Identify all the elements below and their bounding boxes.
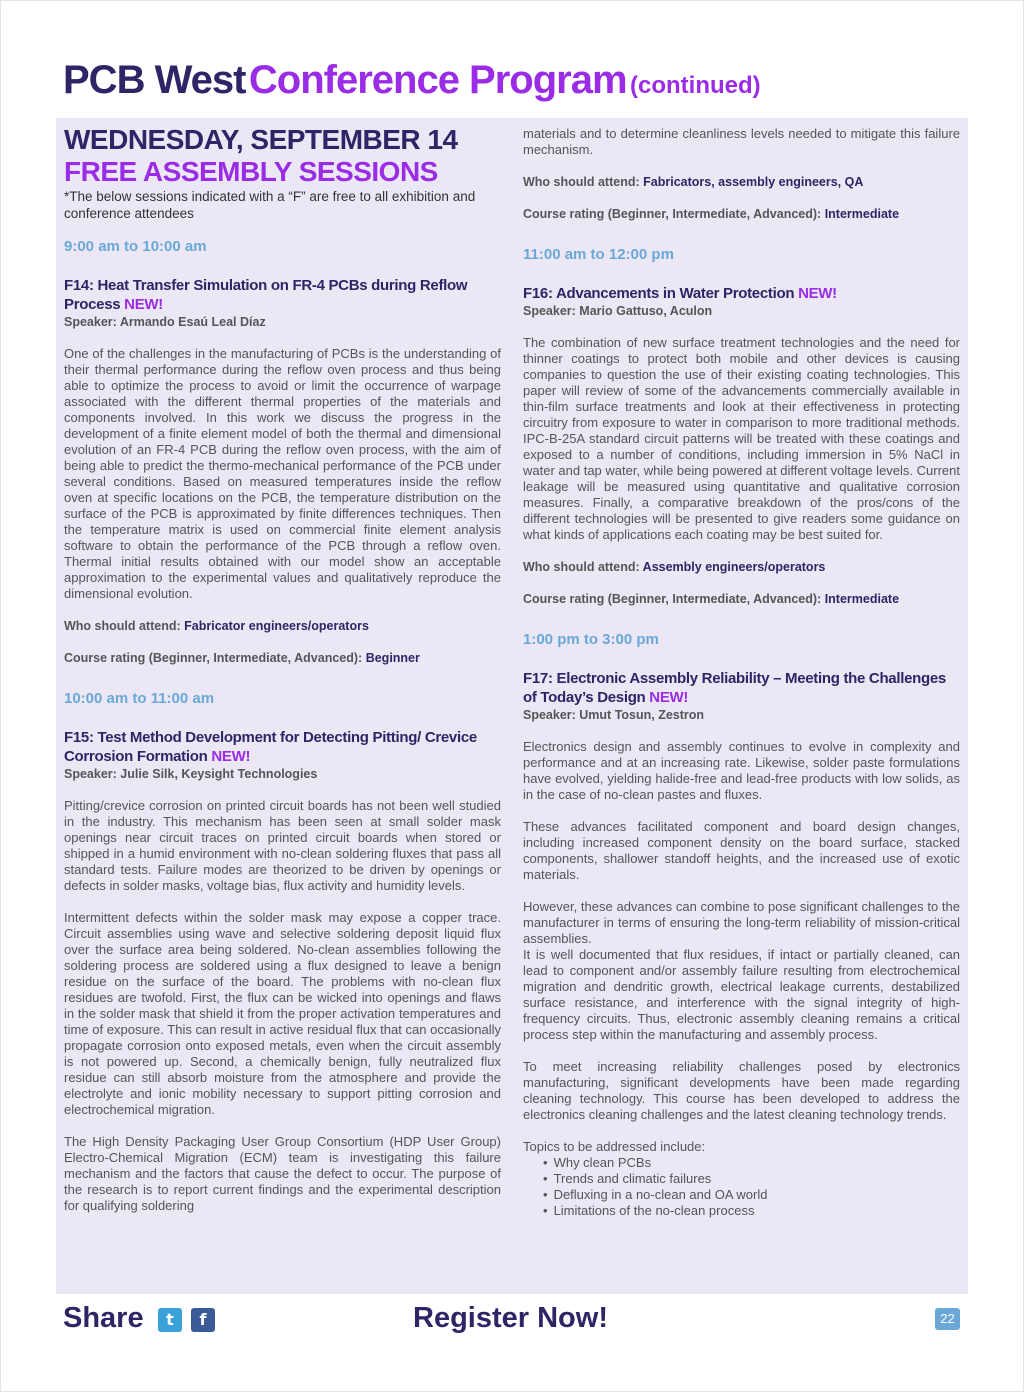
rating-label: Course rating (Beginner, Intermediate, Advanced): — [523, 207, 822, 221]
attend-value: Fabricators, assembly engineers, QA — [643, 175, 864, 189]
session-description: The High Density Packaging User Group Consortium (HDP User Group) Electro-Chemical Migration (ECM) team is investigating this failure mechanism and the factors that cause the defect to occur. The purpose of the research is to report current findings and the experimental description for qualifying soldering — [64, 1134, 501, 1213]
course-rating — [523, 206, 960, 222]
session-speaker: Speaker: Julie Silk, Keysight Technologies — [64, 767, 318, 781]
session-description: The combination of new surface treatment technologies and the need for thinner coatings to protect both mobile and other devices is causing companies to question the use of their existing coating technologies. This paper will review of some of the advancements commercially available in thin-film surface treatments and look at their effectiveness in protecting circuitry from exposure to water in comparison to more traditional methods. IPC-B-25A standard circuit patterns will be treated with these coatings and exposed to a number of conditions, including immersion in 5% NaCl in water and tap water, while being powered at different voltage levels. Current leakage will be measured using quantitative and qualitative corrosion measures. Finally, a comparative breakdown of the pros/cons of the different technologies will be presented to give readers some guidance on what kinds of applications each coating may be best suited for. — [523, 335, 960, 542]
new-badge: NEW! — [798, 285, 837, 302]
program-panel — [56, 118, 968, 1294]
attend-label: Who should attend: — [64, 619, 181, 633]
session-title-text: F17: Electronic Assembly Reliability – Meeting the Challenges of Today’s Design — [523, 670, 946, 706]
rating-value: Beginner — [365, 651, 420, 665]
topic-item: • Defluxing in a no-clean and OA world — [543, 1187, 960, 1203]
right-column — [523, 118, 960, 1219]
footer — [0, 1300, 1024, 1340]
free-sessions-heading: FREE ASSEMBLY SESSIONS — [64, 156, 438, 187]
session-description: Intermittent defects within the solder mask may expose a copper trace. Circuit assemblies using wave and selective soldering deposit liquid flux over the surface area being soldered. No-clean assemblies following the soldering process are soldered using a flux designed to leave a benign residue on the surface of the board. The problems with no-clean flux residues are twofold. First, the flux can be wicked into openings and flaws in the solder mask that shield it from the proper activation temperatures and time of exposure. This can result in active residual flux that can occasionally propagate corrosion onto exposed metals, even when the circuit assembly is not powered up. Second, a chemically benign, fully neutralized flux residue can still absorb moisture from the atmosphere and provide the electrolyte and ionic mobility necessary to support pitting corrosion and electrochemical migration. — [64, 910, 501, 1117]
who-should-attend — [523, 559, 960, 575]
session-speaker: Speaker: Armando Esaú Leal Díaz — [64, 315, 266, 329]
session-description: It is well documented that flux residues, if intact or partially cleaned, can lead to component and/or assembly failure resulting from electrochemical migration and dendritic growth, electrical leakage currents, destabilized surface resistance, and interference with the signal integrity of high-frequency circuits. Thus, electronic assembly cleaning remains a critical process step within the manufacturing and assembly process. — [523, 947, 960, 1042]
session-speaker: Speaker: Mario Gattuso, Aculon — [523, 304, 713, 318]
left-column — [64, 118, 501, 1214]
session-time: 10:00 am to 11:00 am — [64, 690, 215, 707]
free-note: *The below sessions indicated with a “F” are free to all exhibition and conference attendees — [64, 189, 476, 221]
session-time: 9:00 am to 10:00 am — [64, 238, 207, 255]
session-description: These advances facilitated component and board design changes, including increased component density on the board surface, stacked components, shallower standoff heights, and the increased use of exotic materials. — [523, 819, 960, 882]
page-title — [63, 58, 761, 103]
title-part3: (continued) — [630, 72, 761, 99]
session-time: 11:00 am to 12:00 pm — [523, 246, 674, 263]
twitter-icon[interactable]: t — [158, 1308, 182, 1332]
attend-value: Assembly engineers/operators — [642, 560, 826, 574]
topics-list — [543, 1155, 960, 1219]
register-now-link[interactable]: Register Now! — [413, 1302, 608, 1334]
session-title — [523, 669, 960, 707]
rating-value: Intermediate — [824, 207, 900, 221]
session-description: However, these advances can combine to pose significant challenges to the manufacturer in terms of ensuring the long-term reliability of mission-critical assemblies. — [523, 899, 960, 946]
session-title-text: F16: Advancements in Water Protection — [523, 285, 795, 302]
session-description: One of the challenges in the manufacturing of PCBs is the understanding of their thermal performance during the reflow oven process and thus being able to optimize the process to avoid or limit the occurrence of warpage associated with the different thermal properties of the materials and components involved. In this work we discuss the progress in the development of a finite element model of both the thermal and dimensional evolution of an FR-4 PCB during the reflow oven process, with the aim of being able to predict the thermo-mechanical performance of the PCB under several conditions. Based on measured temperatures inside the reflow oven at specific locations on the PCB, the temperature distribution on the surface of the PCB is approximated by finite differences techniques. Then the temperature matrix is used on commercial finite element analysis software to obtain the performance of the PCB through a reflow oven. Thermal initial results obtained with our model show an acceptable approximation to the experimental values and qualitatively reproduce the dimensional evolution. — [64, 346, 501, 601]
who-should-attend — [523, 174, 960, 190]
title-part2: Conference Program — [248, 58, 627, 102]
topic-item: • Trends and climatic failures — [543, 1171, 960, 1187]
rating-label: Course rating (Beginner, Intermediate, Advanced): — [523, 592, 822, 606]
day-heading: WEDNESDAY, SEPTEMBER 14 — [64, 124, 458, 155]
course-rating — [64, 650, 501, 666]
course-rating — [523, 591, 960, 607]
title-part1: PCB West — [63, 58, 246, 102]
session-speaker: Speaker: Umut Tosun, Zestron — [523, 708, 705, 722]
session-title — [64, 728, 501, 766]
new-badge: NEW! — [211, 748, 251, 765]
attend-label: Who should attend: — [523, 560, 640, 574]
attend-label: Who should attend: — [523, 175, 640, 189]
session-description: To meet increasing reliability challenges posed by electronics manufacturing, significant developments have been made regarding cleaning technology. This course has been developed to address the electronics cleaning challenges and the latest cleaning technology trends. — [523, 1059, 960, 1122]
who-should-attend — [64, 618, 501, 634]
session-title — [523, 284, 960, 303]
attend-value: Fabricator engineers/operators — [184, 619, 369, 633]
topic-item: • Why clean PCBs — [543, 1155, 960, 1171]
topic-item: • Limitations of the no-clean process — [543, 1203, 960, 1219]
continued-description: materials and to determine cleanliness levels needed to mitigate this failure mechanism. — [523, 126, 960, 157]
share-label: Share — [63, 1302, 144, 1334]
session-title — [64, 276, 501, 314]
facebook-icon[interactable]: f — [191, 1308, 215, 1332]
session-description: Electronics design and assembly continues to evolve in complexity and performance and at an increasing rate. Likewise, solder paste formulations have evolved, yielding halide-free and lead-free products with low solids, as in the case of no-clean pastes and fluxes. — [523, 739, 960, 802]
session-title-text: F15: Test Method Development for Detecting Pitting/ Crevice Corrosion Formation — [64, 729, 477, 765]
rating-label: Course rating (Beginner, Intermediate, Advanced): — [64, 651, 363, 665]
page-number: 22 — [935, 1308, 960, 1330]
session-description: Pitting/crevice corrosion on printed circuit boards has not been well studied in the industry. This mechanism has been seen at small solder mask openings near circuit traces on printed circuit boards when stored or shipped in a humid environment with no-clean soldering fluxes that pass all standard tests. Failure modes are theorized to be driven by openings or defects in solder masks, voltage bias, flux activity and humidity levels. — [64, 798, 501, 893]
session-title-text: F14: Heat Transfer Simulation on FR-4 PCBs during Reflow Process — [64, 277, 468, 313]
new-badge: NEW! — [124, 296, 163, 313]
session-time: 1:00 pm to 3:00 pm — [523, 631, 659, 648]
topics-label: Topics to be addressed include: — [523, 1139, 706, 1154]
new-badge: NEW! — [649, 689, 689, 706]
rating-value: Intermediate — [824, 592, 900, 606]
